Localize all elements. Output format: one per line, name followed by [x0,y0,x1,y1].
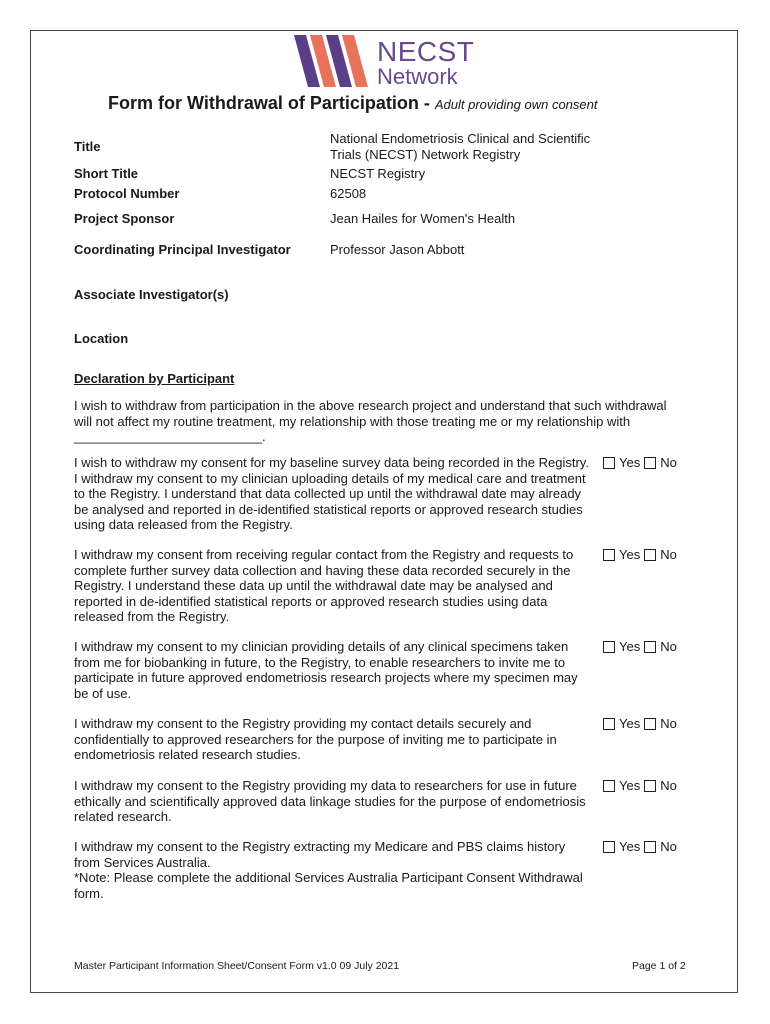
protocol-number-value: 62508 [330,186,367,201]
footer-document-version: Master Participant Information Sheet/Consent Form v1.0 09 July 2021 [74,960,400,972]
yes-checkbox-3[interactable] [603,641,615,653]
withdrawal-item-4: I withdraw my consent to the Registry providing my contact details securely and confidentially to approved researchers for the purpose of inviting me to participate in endometriosis related research studies. [74,716,557,762]
no-label: No [660,839,677,854]
withdrawal-item-2: I withdraw my consent from receiving regular contact from the Registry and requests to complete further survey data collection and having these data recorded securely in the Registry. I understand these data up until the withdrawal date may be analysed and reported in de-identified statistical reports or approved research studies using data released from the Registry. [74,547,574,624]
yes-checkbox-5[interactable] [603,780,615,792]
services-australia-note: *Note: Please complete the additional Services Australia Participant Consent Withdrawal form. [74,870,583,901]
project-sponsor-value: Jean Hailes for Women's Health [330,211,516,226]
no-checkbox-2[interactable] [644,549,656,561]
no-checkbox-4[interactable] [644,718,656,730]
choice-group-4 [603,716,677,731]
choice-group-1 [603,455,677,470]
short-title-label: Short Title [74,166,139,181]
logo-text-network: Network [377,64,458,89]
title-value-line1: National Endometriosis Clinical and Scientific [330,131,591,146]
no-checkbox-5[interactable] [644,780,656,792]
yes-label: Yes [619,716,641,731]
yes-checkbox-2[interactable] [603,549,615,561]
no-label: No [660,778,677,793]
choice-group-6 [603,839,677,854]
no-checkbox-3[interactable] [644,641,656,653]
protocol-number-label: Protocol Number [74,186,180,201]
title-value-line2: Trials (NECST) Network Registry [330,147,521,162]
form-title-sub: Adult providing own consent [434,97,598,112]
associate-investigators-label: Associate Investigator(s) [74,287,229,302]
yes-checkbox-6[interactable] [603,841,615,853]
no-label: No [660,716,677,731]
yes-label: Yes [619,547,641,562]
choice-group-2 [603,547,677,562]
no-label: No [660,547,677,562]
project-sponsor-label: Project Sponsor [74,211,175,226]
cpi-value: Professor Jason Abbott [330,242,465,257]
choice-group-5 [603,778,677,793]
yes-label: Yes [619,778,641,793]
withdrawal-item-3: I withdraw my consent to my clinician providing details of any clinical specimens taken from me for biobanking in future, to the Registry, to enable researchers to invite me to participate in future approved endometriosis research projects where my specimen may be of use. [74,639,578,701]
no-checkbox-1[interactable] [644,457,656,469]
yes-checkbox-1[interactable] [603,457,615,469]
choice-group-3 [603,639,677,654]
short-title-value: NECST Registry [330,166,426,181]
footer-page-number: Page 1 of 2 [632,960,686,972]
yes-label: Yes [619,639,641,654]
no-label: No [660,455,677,470]
title-label: Title [74,139,101,154]
form-title-main: Form for Withdrawal of Participation - [108,93,430,113]
declaration-intro: I wish to withdraw from participation in the above research project and understand that such withdrawal will not affect my routine treatment, my relationship with those treating me or my relationship with __________________________. [74,398,667,444]
no-label: No [660,639,677,654]
location-label: Location [74,331,129,346]
withdrawal-item-5: I withdraw my consent to the Registry providing my data to researchers for use in future ethically and scientifically approved data linkage studies for the purpose of endometriosis related research. [74,778,586,824]
cpi-label: Coordinating Principal Investigator [74,242,291,257]
withdrawal-item-6: I withdraw my consent to the Registry extracting my Medicare and PBS claims history from Services Australia. [74,839,566,870]
form-title [108,93,597,114]
yes-checkbox-4[interactable] [603,718,615,730]
yes-label: Yes [619,839,641,854]
no-checkbox-6[interactable] [644,841,656,853]
yes-label: Yes [619,455,641,470]
declaration-heading: Declaration by Participant [74,371,235,386]
logo-text-necst: NECST [377,36,475,67]
withdrawal-item-1: I wish to withdraw my consent for my baseline survey data being recorded in the Registry. I withdraw my consent to my clinician uploading details of my medical care and treatment to the Registry. I understand that data collected up until the withdrawal date may already be analysed and reported in de-identified statistical reports or approved research studies using data released from the Registry. [74,455,589,532]
